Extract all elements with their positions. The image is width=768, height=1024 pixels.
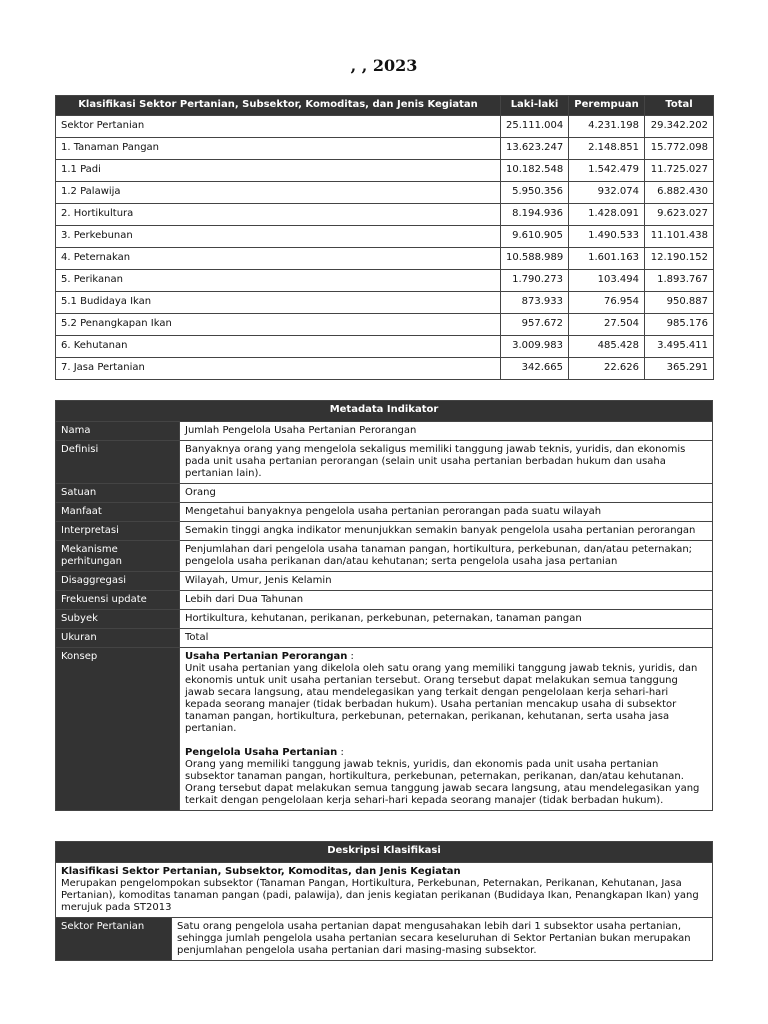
cell-value: 1.893.767 bbox=[645, 270, 714, 292]
konsep-label: Konsep bbox=[56, 648, 180, 811]
table-row bbox=[56, 160, 714, 182]
cell-value: 1.790.273 bbox=[501, 270, 569, 292]
cell-value: 22.626 bbox=[569, 358, 645, 380]
metadata-value: Penjumlahan dari pengelola usaha tanaman pangan, hortikultura, perkebunan, dan/atau peternakan; pengelola usaha perikanan dan/atau kehutanan; serta pengelola usaha jasa pertanian bbox=[180, 541, 713, 572]
cell-value: 10.588.989 bbox=[501, 248, 569, 270]
table-row bbox=[56, 572, 713, 591]
table-row bbox=[56, 422, 713, 441]
metadata-value: Mengetahui banyaknya pengelola usaha pertanian perorangan pada suatu wilayah bbox=[180, 503, 713, 522]
metadata-label: Interpretasi bbox=[56, 522, 180, 541]
row-label: 4. Peternakan bbox=[56, 248, 501, 270]
metadata-label: Mekanisme perhitungan bbox=[56, 541, 180, 572]
metadata-label: Ukuran bbox=[56, 629, 180, 648]
column-header: Perempuan bbox=[569, 96, 645, 116]
deskripsi-subtitle: Klasifikasi Sektor Pertanian, Subsektor, Komoditas, dan Jenis Kegiatan bbox=[61, 866, 461, 877]
cell-value: 4.231.198 bbox=[569, 116, 645, 138]
cell-value: 5.950.356 bbox=[501, 182, 569, 204]
table-row bbox=[56, 314, 714, 336]
table-header-row bbox=[56, 96, 714, 116]
cell-value: 342.665 bbox=[501, 358, 569, 380]
metadata-value: Hortikultura, kehutanan, perikanan, perkebunan, peternakan, tanaman pangan bbox=[180, 610, 713, 629]
cell-value: 1.428.091 bbox=[569, 204, 645, 226]
cell-value: 9.623.027 bbox=[645, 204, 714, 226]
deskripsi-intro bbox=[56, 863, 713, 918]
cell-value: 25.111.004 bbox=[501, 116, 569, 138]
cell-value: 27.504 bbox=[569, 314, 645, 336]
metadata-value: Total bbox=[180, 629, 713, 648]
row-label: 6. Kehutanan bbox=[56, 336, 501, 358]
konsep2-title: Pengelola Usaha Pertanian bbox=[185, 747, 338, 758]
table-row bbox=[56, 248, 714, 270]
table-row bbox=[56, 591, 713, 610]
row-label: 5.1 Budidaya Ikan bbox=[56, 292, 501, 314]
konsep-value: Usaha Pertanian Perorangan : Unit usaha pertanian yang dikelola oleh satu orang yang memiliki tanggung jawab teknis, yuridis, dan ekonomis untuk unit usaha pertanian tersebut. Orang tersebut dapat melakukan semua tanggung jawab secara langsung, atau mendelegasikan yang terkait dengan pengelolaan kerja sehari-hari kepada seorang manajer (tidak berbadan hukum). Usaha pertanian mencakup usaha di subsektor tanaman pangan, hortikultura, perkebunan, peternakan, perikanan, kehutanan, serta usaha jasa pertanian. Pengelola Usaha Pertanian : Orang yang memiliki tanggung jawab teknis, yuridis, dan ekonomis pada unit usaha pertanian subsektor tanaman pangan, hortikultura, perkebunan, peternakan, perikanan, dan/atau kehutanan. Orang tersebut dapat melakukan semua tanggung jawab secara langsung, atau mendelegasikan yang terkait dengan pengelolaan kerja sehari-hari kepada seorang manajer (tidak berbadan hukum). bbox=[180, 648, 713, 811]
column-header: Klasifikasi Sektor Pertanian, Subsektor, Komoditas, dan Jenis Kegiatan bbox=[56, 96, 501, 116]
cell-value: 29.342.202 bbox=[645, 116, 714, 138]
deskripsi-table bbox=[55, 841, 713, 961]
table-row bbox=[56, 629, 713, 648]
cell-value: 950.887 bbox=[645, 292, 714, 314]
konsep2-text: Orang yang memiliki tanggung jawab teknis, yuridis, dan ekonomis pada unit usaha pertanian subsektor tanaman pangan, hortikultura, perkebunan, peternakan, perikanan, dan/atau kehutanan. Orang tersebut dapat melakukan semua tanggung jawab secara langsung, atau mendelegasikan yang terkait dengan pengelolaan kerja sehari-hari kepada seorang manajer (tidak berbadan hukum). bbox=[185, 759, 700, 806]
row-label: 2. Hortikultura bbox=[56, 204, 501, 226]
cell-value: 10.182.548 bbox=[501, 160, 569, 182]
metadata-value: Lebih dari Dua Tahunan bbox=[180, 591, 713, 610]
table-row bbox=[56, 138, 714, 160]
metadata-label: Nama bbox=[56, 422, 180, 441]
cell-value: 6.882.430 bbox=[645, 182, 714, 204]
table-row bbox=[56, 204, 714, 226]
page-title: , , 2023 bbox=[350, 56, 418, 75]
cell-value: 9.610.905 bbox=[501, 226, 569, 248]
data-table bbox=[55, 95, 714, 380]
table-row bbox=[56, 358, 714, 380]
table-row bbox=[56, 918, 713, 961]
table-row bbox=[56, 182, 714, 204]
row-label: 1. Tanaman Pangan bbox=[56, 138, 501, 160]
cell-value: 13.623.247 bbox=[501, 138, 569, 160]
cell-value: 8.194.936 bbox=[501, 204, 569, 226]
row-label: 1.2 Palawija bbox=[56, 182, 501, 204]
metadata-label: Frekuensi update bbox=[56, 591, 180, 610]
cell-value: 12.190.152 bbox=[645, 248, 714, 270]
metadata-value: Wilayah, Umur, Jenis Kelamin bbox=[180, 572, 713, 591]
metadata-label: Satuan bbox=[56, 484, 180, 503]
cell-value: 365.291 bbox=[645, 358, 714, 380]
cell-value: 873.933 bbox=[501, 292, 569, 314]
metadata-header: Metadata Indikator bbox=[56, 401, 713, 422]
deskripsi-row-text: Satu orang pengelola usaha pertanian dapat mengusahakan lebih dari 1 subsektor usaha pertanian, sehingga jumlah pengelola usaha pertanian secara keseluruhan di Sektor Pertanian bukan merupakan penjumlahan pengelola usaha pertanian dari masing-masing subsektor. bbox=[172, 918, 713, 961]
metadata-label: Manfaat bbox=[56, 503, 180, 522]
cell-value: 932.074 bbox=[569, 182, 645, 204]
metadata-table bbox=[55, 400, 713, 811]
table-row bbox=[56, 541, 713, 572]
cell-value: 985.176 bbox=[645, 314, 714, 336]
table-row bbox=[56, 292, 714, 314]
cell-value: 2.148.851 bbox=[569, 138, 645, 160]
cell-value: 1.490.533 bbox=[569, 226, 645, 248]
cell-value: 3.495.411 bbox=[645, 336, 714, 358]
metadata-value: Orang bbox=[180, 484, 713, 503]
deskripsi-header: Deskripsi Klasifikasi bbox=[56, 842, 713, 863]
metadata-value: Semakin tinggi angka indikator menunjukkan semakin banyak pengelola usaha pertanian perorangan bbox=[180, 522, 713, 541]
table-row bbox=[56, 226, 714, 248]
row-label: 5.2 Penangkapan Ikan bbox=[56, 314, 501, 336]
cell-value: 103.494 bbox=[569, 270, 645, 292]
table-row bbox=[56, 116, 714, 138]
cell-value: 11.101.438 bbox=[645, 226, 714, 248]
table-row bbox=[56, 648, 713, 811]
deskripsi-text: Merupakan pengelompokan subsektor (Tanaman Pangan, Hortikultura, Perkebunan, Peternakan, Perikanan, Kehutanan, Jasa Pertanian), komoditas tanaman pangan (padi, palawija), dan jenis kegiatan perikanan (Budidaya Ikan, Penangkapan Ikan) yang merujuk pada ST2013 bbox=[61, 878, 699, 913]
row-label: Sektor Pertanian bbox=[56, 116, 501, 138]
cell-value: 76.954 bbox=[569, 292, 645, 314]
table-row bbox=[56, 484, 713, 503]
cell-value: 11.725.027 bbox=[645, 160, 714, 182]
metadata-value: Jumlah Pengelola Usaha Pertanian Perorangan bbox=[180, 422, 713, 441]
table-row bbox=[56, 441, 713, 484]
cell-value: 1.542.479 bbox=[569, 160, 645, 182]
cell-value: 485.428 bbox=[569, 336, 645, 358]
table-row bbox=[56, 270, 714, 292]
konsep1-text: Unit usaha pertanian yang dikelola oleh satu orang yang memiliki tanggung jawab teknis, yuridis, dan ekonomis untuk unit usaha pertanian tersebut. Orang tersebut dapat melakukan semua tanggung jawab secara langsung, atau mendelegasikan yang terkait dengan pengelolaan kerja sehari-hari kepada seorang manajer (tidak berbadan hukum). Usaha pertanian mencakup usaha di subsektor tanaman pangan, hortikultura, perkebunan, peternakan, perikanan, kehutanan, serta usaha jasa pertanian. bbox=[185, 663, 698, 734]
konsep1-title: Usaha Pertanian Perorangan bbox=[185, 651, 348, 662]
cell-value: 957.672 bbox=[501, 314, 569, 336]
table-row bbox=[56, 522, 713, 541]
metadata-label: Definisi bbox=[56, 441, 180, 484]
table-row bbox=[56, 610, 713, 629]
row-label: 3. Perkebunan bbox=[56, 226, 501, 248]
cell-value: 3.009.983 bbox=[501, 336, 569, 358]
table-row bbox=[56, 503, 713, 522]
metadata-value: Banyaknya orang yang mengelola sekaligus memiliki tanggung jawab teknis, yuridis, dan ekonomis pada unit usaha pertanian perorangan (selain unit usaha pertanian berbadan hukum dan usaha pertanian lain). bbox=[180, 441, 713, 484]
deskripsi-row-label: Sektor Pertanian bbox=[56, 918, 172, 961]
row-label: 5. Perikanan bbox=[56, 270, 501, 292]
table-row bbox=[56, 336, 714, 358]
cell-value: 15.772.098 bbox=[645, 138, 714, 160]
row-label: 1.1 Padi bbox=[56, 160, 501, 182]
metadata-label: Subyek bbox=[56, 610, 180, 629]
column-header: Total bbox=[645, 96, 714, 116]
metadata-label: Disaggregasi bbox=[56, 572, 180, 591]
column-header: Laki-laki bbox=[501, 96, 569, 116]
cell-value: 1.601.163 bbox=[569, 248, 645, 270]
row-label: 7. Jasa Pertanian bbox=[56, 358, 501, 380]
